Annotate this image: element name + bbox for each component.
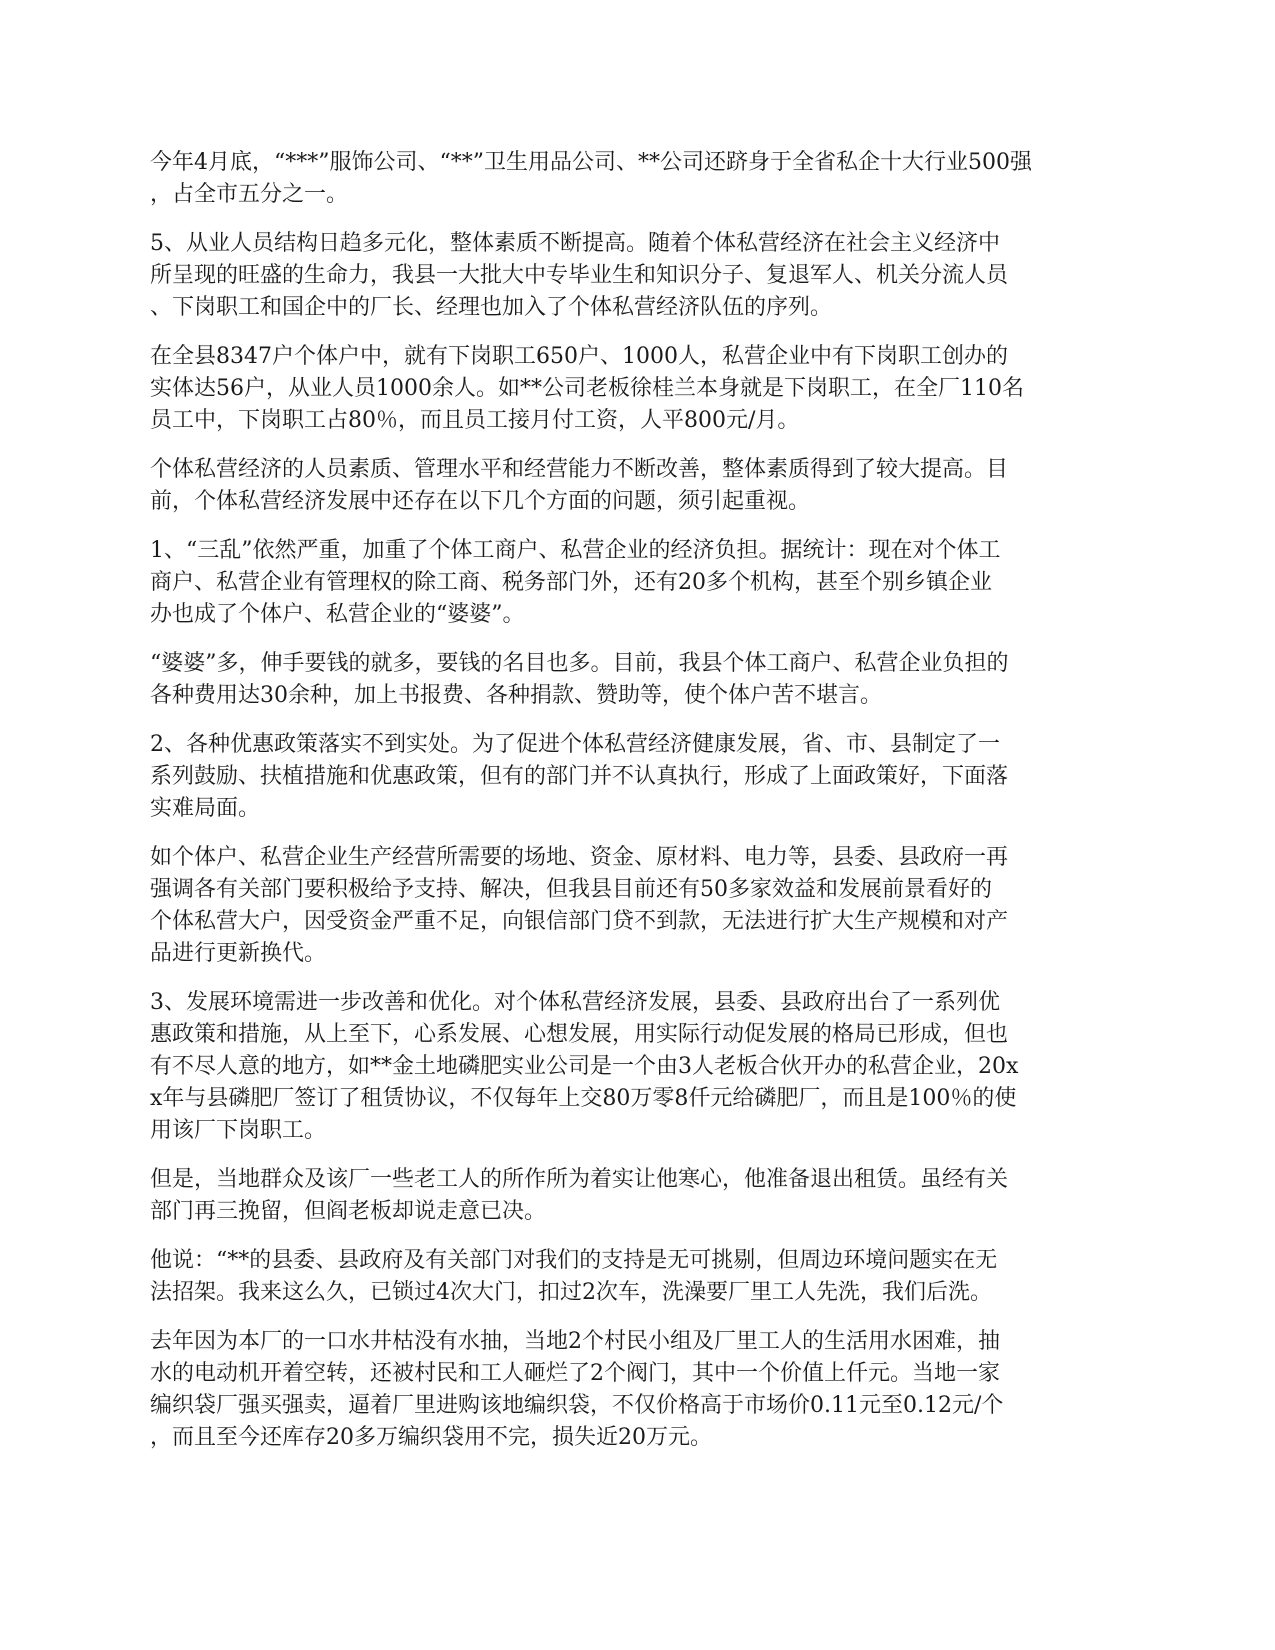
paragraph	[150, 454, 1120, 518]
paragraph	[150, 1245, 1120, 1309]
text-line: 员工中，下岗职工占80％，而且员工接月付工资，人平800元/月。	[150, 408, 800, 433]
text-line: 个体私营经济的人员素质、管理水平和经营能力不断改善，整体素质得到了较大提高。目	[150, 457, 1009, 482]
text-line: 实难局面。	[150, 796, 261, 821]
text-line: 今年4月底，“***”服饰公司、“**”卫生用品公司、**公司还跻身于全省私企十大行业500强	[150, 150, 1032, 175]
text-line: 1、“三乱”依然严重，加重了个体工商户、私营企业的经济负担。据统计：现在对个体工	[150, 538, 1001, 563]
text-line: 他说：“**的县委、县政府及有关部门对我们的支持是无可挑剔，但周边环境问题实在无	[150, 1248, 998, 1273]
document-body	[150, 147, 1120, 1471]
paragraph	[150, 535, 1120, 631]
paragraph	[150, 729, 1120, 825]
paragraph	[150, 648, 1120, 712]
text-line: 个体私营大户，因受资金严重不足，向银信部门贷不到款，无法进行扩大生产规模和对产	[150, 909, 1009, 934]
text-line: 5、从业人员结构日趋多元化，整体素质不断提高。随着个体私营经济在社会主义经济中	[150, 231, 1000, 256]
text-line: 实体达56户，从业人员1000余人。如**公司老板徐桂兰本身就是下岗职工，在全厂110名	[150, 376, 1024, 401]
paragraph	[150, 987, 1120, 1147]
text-line: 系列鼓励、扶植措施和优惠政策，但有的部门并不认真执行，形成了上面政策好，下面落	[150, 764, 1009, 789]
text-line: 编织袋厂强买强卖，逼着厂里进购该地编织袋，不仅价格高于市场价0.11元至0.12元/个	[150, 1393, 1004, 1418]
text-line: 有不尽人意的地方，如**金土地磷肥实业公司是一个由3人老板合伙开办的私营企业，20x	[150, 1054, 1019, 1079]
text-line: 、下岗职工和国企中的厂长、经理也加入了个体私营经济队伍的序列。	[150, 295, 833, 320]
text-line: 部门再三挽留，但阎老板却说走意已决。	[150, 1199, 547, 1224]
text-line: ，而且至今还库存20多万编织袋用不完，损失近20万元。	[150, 1425, 712, 1450]
text-line: 水的电动机开着空转，还被村民和工人砸烂了2个阀门，其中一个价值上仟元。当地一家	[150, 1361, 1000, 1386]
text-line: 强调各有关部门要积极给予支持、解决，但我县目前还有50多家效益和发展前景看好的	[150, 877, 992, 902]
paragraph	[150, 228, 1120, 324]
paragraph	[150, 341, 1120, 437]
text-line: 商户、私营企业有管理权的除工商、税务部门外，还有20多个机构，甚至个别乡镇企业	[150, 570, 992, 595]
paragraph	[150, 1164, 1120, 1228]
text-line: 如个体户、私营企业生产经营所需要的场地、资金、原材料、电力等，县委、县政府一再	[150, 845, 1009, 870]
text-line: 所呈现的旺盛的生命力，我县一大批大中专毕业生和知识分子、复退军人、机关分流人员	[150, 263, 1009, 288]
text-line: 前，个体私营经济发展中还存在以下几个方面的问题，须引起重视。	[150, 489, 811, 514]
text-line: 惠政策和措施，从上至下，心系发展、心想发展，用实际行动促发展的格局已形成，但也	[150, 1022, 1009, 1047]
text-line: 办也成了个体户、私营企业的“婆婆”。	[150, 602, 525, 627]
text-line: 品进行更新换代。	[150, 941, 327, 966]
paragraph	[150, 842, 1120, 970]
text-line: 在全县8347户个体户中，就有下岗职工650户、1000人，私营企业中有下岗职工创办的	[150, 344, 1008, 369]
text-line: 2、各种优惠政策落实不到实处。为了促进个体私营经济健康发展，省、市、县制定了一	[150, 732, 1000, 757]
text-line: x年与县磷肥厂签订了租赁协议，不仅每年上交80万零8仟元给磷肥厂，而且是100％的使	[150, 1086, 1017, 1111]
text-line: 3、发展环境需进一步改善和优化。对个体私营经济发展，县委、县政府出台了一系列优	[150, 990, 1000, 1015]
text-line: “婆婆”多，伸手要钱的就多，要钱的名目也多。目前，我县个体工商户、私营企业负担的	[150, 651, 1009, 676]
text-line: 用该厂下岗职工。	[150, 1118, 327, 1143]
paragraph	[150, 1326, 1120, 1454]
text-line: ，占全市五分之一。	[150, 182, 349, 207]
text-line: 去年因为本厂的一口水井枯没有水抽，当地2个村民小组及厂里工人的生活用水困难，抽	[150, 1329, 1000, 1354]
text-line: 但是，当地群众及该厂一些老工人的所作所为着实让他寒心，他准备退出租赁。虽经有关	[150, 1167, 1009, 1192]
paragraph	[150, 147, 1120, 211]
text-line: 各种费用达30余种，加上书报费、各种捐款、赞助等，使个体户苦不堪言。	[150, 683, 882, 708]
text-line: 法招架。我来这么久，已锁过4次大门，扣过2次车，洗澡要厂里工人先洗，我们后洗。	[150, 1280, 992, 1305]
